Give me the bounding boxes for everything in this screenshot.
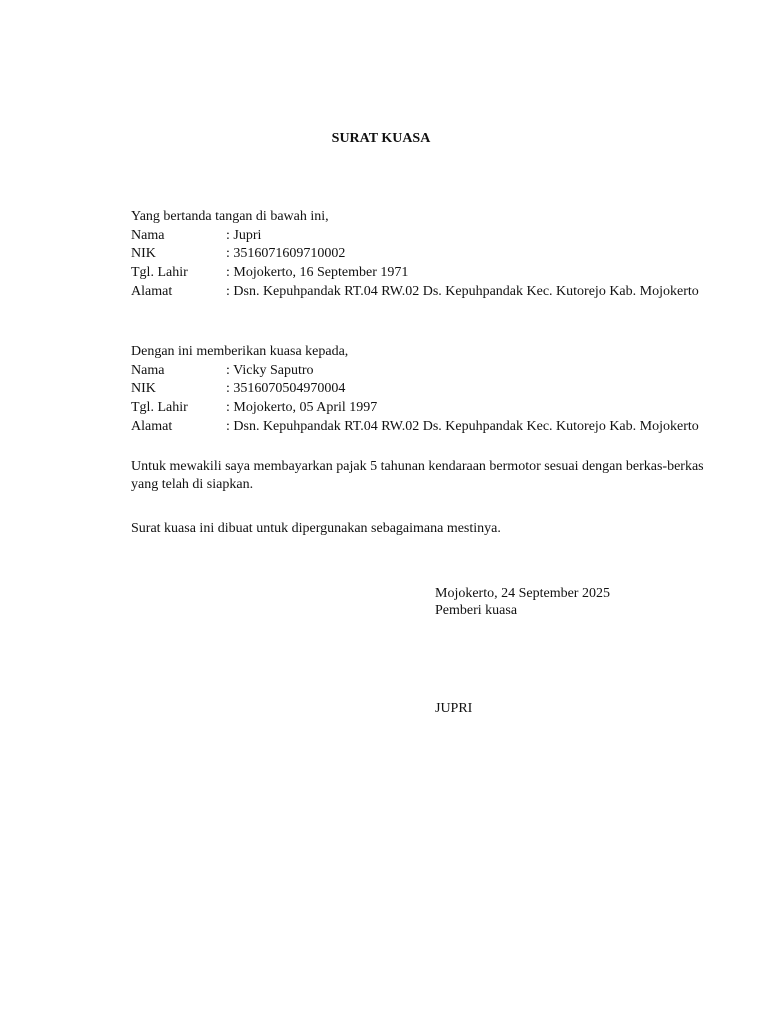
field-value: : Mojokerto, 16 September 1971 — [226, 265, 409, 281]
grantee-field-alamat — [131, 418, 711, 437]
grantee-intro: Dengan ini memberikan kuasa kepada, — [131, 344, 349, 359]
field-label: Alamat — [131, 418, 173, 434]
field-label: Alamat — [131, 283, 173, 299]
grantee-field-tgl-lahir — [131, 399, 711, 418]
field-value: : Dsn. Kepuhpandak RT.04 RW.02 Ds. Kepuhpandak Kec. Kutorejo Kab. Mojokerto — [226, 418, 699, 434]
grantor-section — [131, 208, 711, 302]
grantor-field-nama — [131, 227, 711, 246]
field-value: : Dsn. Kepuhpandak RT.04 RW.02 Ds. Kepuhpandak Kec. Kutorejo Kab. Mojokerto — [226, 283, 699, 299]
grantee-field-nik — [131, 380, 711, 399]
field-value: : 3516071609710002 — [226, 246, 346, 262]
purpose-paragraph: Untuk mewakili saya membayarkan pajak 5 tahunan kendaraan bermotor sesuai dengan berkas-berkas yang telah di siapkan. — [131, 459, 704, 492]
grantee-field-nama — [131, 362, 711, 381]
field-label: Tgl. Lahir — [131, 265, 188, 281]
signature-place-date: Mojokerto, 24 September 2025 — [435, 586, 610, 601]
grantor-field-tgl-lahir — [131, 264, 711, 283]
field-label: NIK — [131, 246, 156, 262]
field-value: : Mojokerto, 05 April 1997 — [226, 400, 378, 416]
field-value: : 3516070504970004 — [226, 381, 346, 397]
grantee-section — [131, 343, 711, 437]
grantor-intro: Yang bertanda tangan di bawah ini, — [131, 209, 329, 224]
signature-name: JUPRI — [435, 701, 473, 716]
grantor-field-nik — [131, 245, 711, 264]
document-title: SURAT KUASA — [331, 131, 431, 146]
field-label: Nama — [131, 227, 165, 243]
field-value: : Vicky Saputro — [226, 362, 314, 378]
field-label: Nama — [131, 362, 165, 378]
field-value: : Jupri — [226, 227, 262, 243]
field-label: Tgl. Lahir — [131, 400, 188, 416]
field-label: NIK — [131, 381, 156, 397]
grantor-field-alamat — [131, 283, 711, 302]
closing-paragraph: Surat kuasa ini dibuat untuk dipergunakan sebagaimana mestinya. — [131, 521, 501, 536]
signature-role: Pemberi kuasa — [435, 603, 518, 618]
